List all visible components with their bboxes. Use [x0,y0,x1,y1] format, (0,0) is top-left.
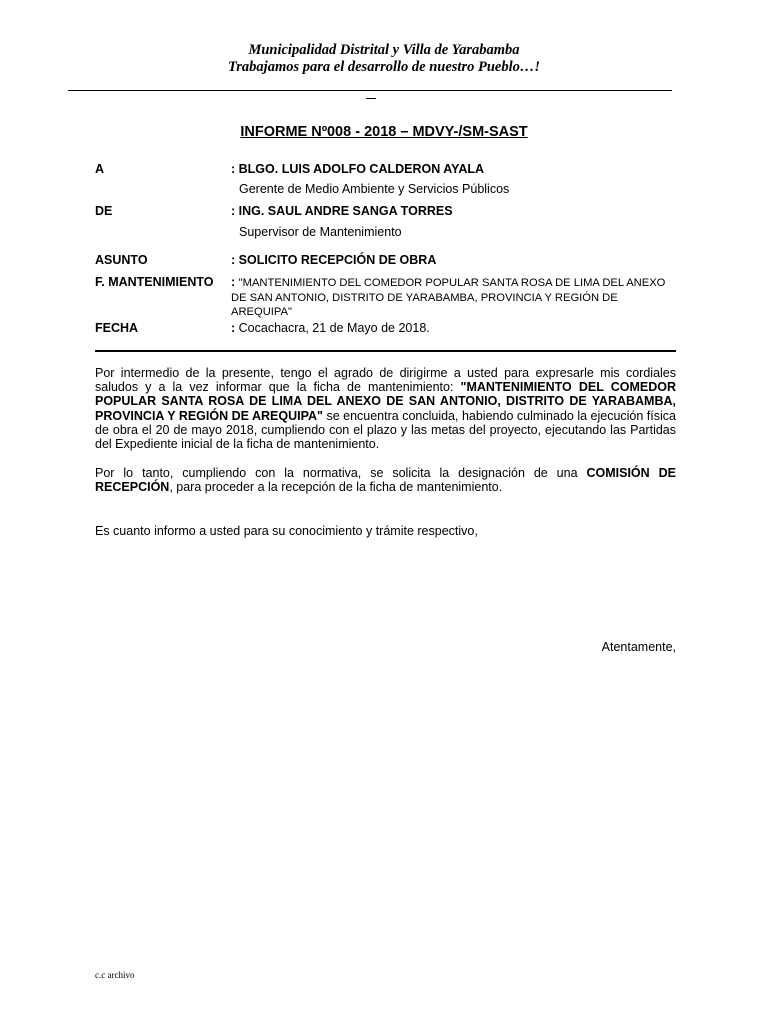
field-de-value: : ING. SAUL ANDRE SANGA TORRES [231,204,453,218]
field-asunto-value: : SOLICITO RECEPCIÓN DE OBRA [231,253,437,267]
report-title: INFORME Nº008 - 2018 – MDVY-/SM-SAST [240,124,528,140]
letterhead-municipality: Municipalidad Distrital y Villa de Yarabamba [248,42,520,58]
body-paragraph-1 [95,366,676,451]
carbon-copy-note: c.c archivo [95,970,135,980]
body-paragraph-3: Es cuanto informo a usted para su conocimiento y trámite respectivo, [95,524,478,538]
p2-commission: COMISIÓN DE RECEPCIÓN [95,466,676,495]
field-a-label: A [95,162,105,176]
field-de-position: Supervisor de Mantenimiento [239,225,402,239]
field-mantenimiento-label: F. MANTENIMIENTO [95,275,214,289]
section-divider [95,350,676,352]
header-divider [68,90,672,91]
field-mantenimiento-value [231,275,677,319]
header-dash [366,98,376,99]
field-fecha-value [231,321,677,335]
field-mantenimiento-colon: : [231,275,236,289]
field-a-position: Gerente de Medio Ambiente y Servicios Públicos [239,182,510,196]
field-fecha-label: FECHA [95,321,139,335]
field-mantenimiento-text: "MANTENIMIENTO DEL COMEDOR POPULAR SANTA ROSA DE LIMA DEL ANEXO DE SAN ANTONIO, DISTRITO DE YARABAMBA, PROVINCIA Y REGIÓN DE AREQUIPA" [231,277,666,318]
field-fecha-colon: : [231,321,236,335]
field-de-label: DE [95,204,113,218]
p1-text-status: se encuentra concluida, habiendo culminado la ejecución física de obra el 20 de mayo 2018, cumpliendo con el plazo y las metas del proyecto, ejecutando las Partidas del Expediente inicial de la ficha de mantenimiento. [95,408,676,452]
p1-project-name: "MANTENIMIENTO DEL COMEDOR POPULAR SANTA ROSA DE LIMA DEL ANEXO DE SAN ANTONIO, DISTRITO DE YARABAMBA, PROVINCIA Y REGIÓN DE AREQUIPA" [95,380,676,423]
body-paragraph-2 [95,466,676,494]
field-fecha-text: Cocachacra, 21 de Mayo de 2018. [235,321,430,335]
p2-text-end: , para proceder a la recepción de la ficha de mantenimiento. [169,480,503,495]
field-a-value: : BLGO. LUIS ADOLFO CALDERON AYALA [231,162,485,176]
field-asunto-label: ASUNTO [95,253,148,267]
p1-text-intro: Por intermedio de la presente, tengo el agrado de dirigirme a usted para expresarle mis cordiales saludos y a la vez informar que la ficha de mantenimiento: [95,366,676,395]
p2-text-intro: Por lo tanto, cumpliendo con la normativa, se solicita la designación de una [95,466,587,480]
letterhead [0,42,768,76]
letterhead-slogan: Trabajamos para el desarrollo de nuestro Pueblo…! [227,59,541,75]
closing-salutation: Atentamente, [601,640,676,654]
